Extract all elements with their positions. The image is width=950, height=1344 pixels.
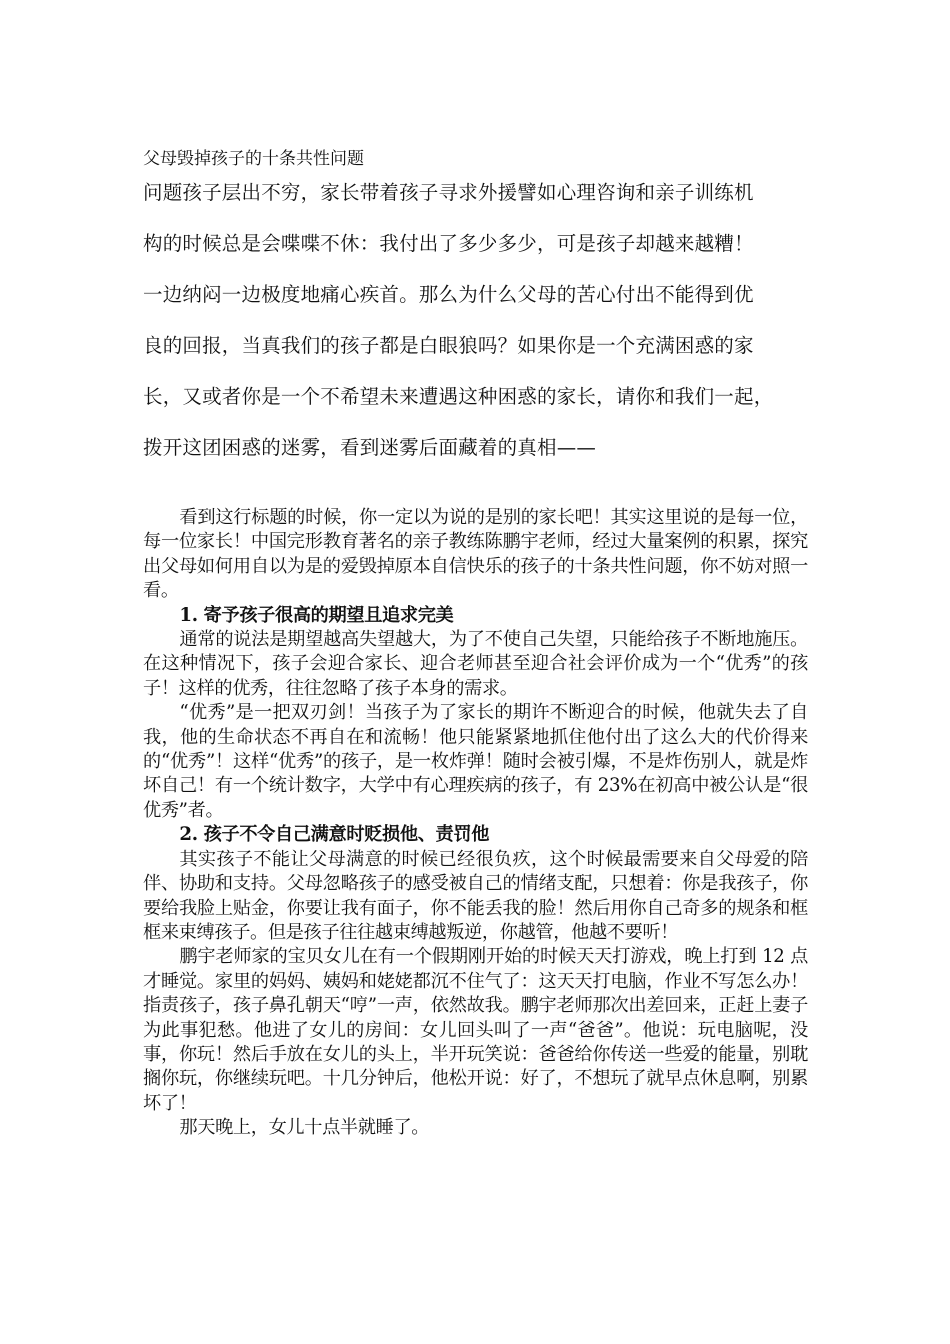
article-body [143,506,808,1141]
document-title: 父母毁掉孩子的十条共性问题 [143,149,364,169]
section-heading: 2. 孩子不令自己满意时贬损他、责罚他 [179,824,490,846]
intro-section [143,178,808,484]
intro-line: 良的回报，当真我们的孩子都是白眼狼吗？如果你是一个充满困惑的家 [143,334,754,357]
paragraph: “优秀”是一把双刃剑！当孩子为了家长的期许不断迎合的时候，他就失去了自我，他的生命状态不再自在和流畅！他只能紧紧地抓住他付出了这么大的代价得来的“优秀”！这样“优秀”的孩子，是一枚炸弹！随时会被引爆，不是炸伤别人，就是炸坏自己！有一个统计数字，大学中有心理疾病的孩子，有 23%在初高中被公认是“很优秀”者。 [143,702,808,821]
section-heading: 1. 寄予孩子很高的期望且追求完美 [179,604,454,626]
document-page [143,146,808,1141]
intro-line: 一边纳闷一边极度地痛心疾首。那么为什么父母的苦心付出不能得到优 [143,283,754,306]
paragraph: 鹏宇老师家的宝贝女儿在有一个假期刚开始的时候天天打游戏，晚上打到 12 点才睡觉。家里的妈妈、姨妈和姥姥都沉不住气了：这天天打电脑，作业不写怎么办！指责孩子，孩子鼻孔朝天“哼”一声，依然故我。鹏宇老师那次出差回来，正赶上妻子为此事犯愁。他进了女儿的房间：女儿回头叫了一声“爸爸”。他说：玩电脑呢，没事，你玩！然后手放在女儿的头上，半开玩笑说：爸爸给你传送一些爱的能量，别耽搁你玩，你继续玩吧。十几分钟后，他松开说：好了，不想玩了就早点休息啊，别累坏了！ [143,946,808,1114]
paragraph: 那天晚上，女儿十点半就睡了。 [179,1117,430,1139]
intro-line: 构的时候总是会喋喋不休：我付出了多少多少，可是孩子却越来越糟！ [143,232,754,255]
paragraph: 看到这行标题的时候，你一定以为说的是别的家长吧！其实这里说的是每一位，每一位家长！中国完形教育著名的亲子教练陈鹏宇老师，经过大量案例的积累，探究出父母如何用自以为是的爱毁掉原本自信快乐的孩子的十条共性问题，你不妨对照一看。 [143,507,808,602]
intro-line: 长，又或者你是一个不希望未来遭遇这种困惑的家长，请你和我们一起， [143,385,774,408]
paragraph: 其实孩子不能让父母满意的时候已经很负疚，这个时候最需要来自父母爱的陪伴、协助和支持。父母忽略孩子的感受被自己的情绪支配，只想着：你是我孩子，你要给我脸上贴金，你要让我有面子，你不能丢我的脸！然后用你自己奇多的规条和框框来束缚孩子。但是孩子往往越束缚越叛逆，你越管，他越不要听！ [143,848,808,943]
intro-line: 问题孩子层出不穷，家长带着孩子寻求外援譬如心理咨询和亲子训练机 [143,181,754,204]
intro-line: 拨开这团困惑的迷雾，看到迷雾后面藏着的真相—— [143,436,597,459]
paragraph: 通常的说法是期望越高失望越大，为了不使自己失望，只能给孩子不断地施压。在这种情况下，孩子会迎合家长、迎合老师甚至迎合社会评价成为一个“优秀”的孩子！这样的优秀，往往忽略了孩子本身的需求。 [143,629,808,699]
